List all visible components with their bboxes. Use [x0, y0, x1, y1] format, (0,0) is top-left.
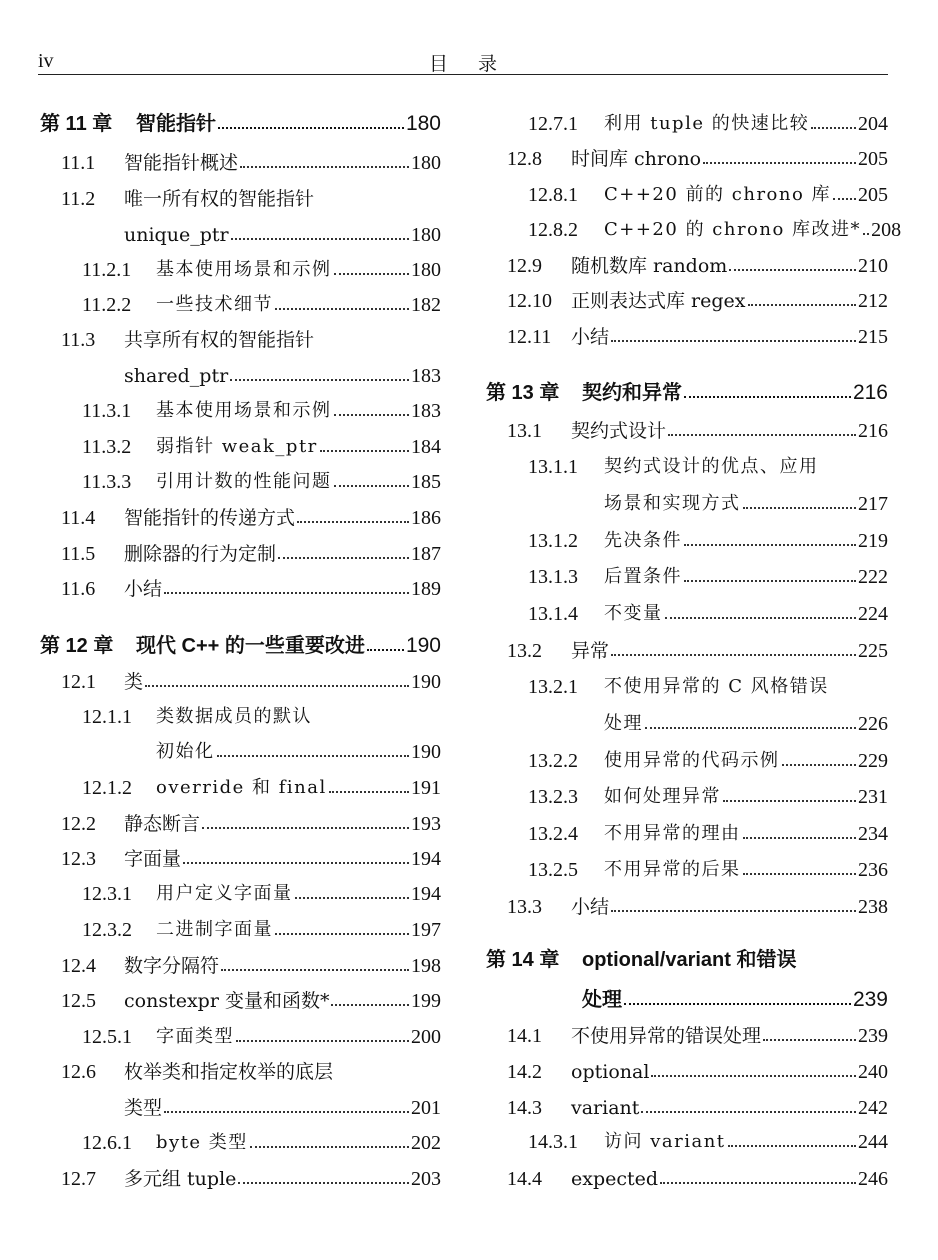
- toc-entry-number: 11.2.2: [82, 294, 132, 316]
- dot-leader: [334, 414, 410, 416]
- toc-entry-number: 13.2.1: [528, 676, 578, 698]
- toc-entry-title: 智能指针概述: [124, 152, 239, 174]
- toc-entry-number: 11.3: [61, 329, 96, 351]
- dot-leader: [334, 485, 410, 487]
- dot-leader: [743, 873, 857, 875]
- toc-entry-number: 13.2.2: [528, 750, 578, 772]
- toc-entry-title: 数字分隔符: [124, 955, 220, 977]
- toc-entry[interactable]: [40, 949, 441, 979]
- dot-leader: [297, 521, 409, 523]
- dot-leader: [763, 1039, 856, 1041]
- dot-leader: [641, 1111, 856, 1113]
- toc-entry[interactable]: [486, 107, 888, 137]
- toc-entry[interactable]: [486, 817, 888, 847]
- toc-entry-page: 198: [411, 955, 441, 977]
- dot-leader: [164, 592, 409, 594]
- dot-leader: [651, 1075, 856, 1077]
- dot-leader: [684, 580, 856, 582]
- dot-leader: [728, 1145, 856, 1147]
- toc-entry-number: 12.11: [507, 326, 552, 348]
- toc-entry[interactable]: [486, 249, 888, 279]
- dot-leader: [660, 1182, 856, 1184]
- toc-entry-number: 12.5: [61, 990, 96, 1012]
- toc-entry-title: 初始化: [156, 741, 215, 762]
- toc-entry-number: 12.1.2: [82, 777, 132, 799]
- toc-entry-page: 205: [858, 148, 888, 170]
- toc-entry-title: 不使用异常的错误处理: [571, 1025, 762, 1047]
- toc-entry-number: 12.1.1: [82, 706, 132, 728]
- toc-entry-title: 契约和异常: [582, 382, 682, 404]
- toc-entry[interactable]: [486, 450, 888, 480]
- toc-entry-number: 11.3.2: [82, 436, 132, 458]
- toc-entry[interactable]: [40, 665, 441, 695]
- toc-entry[interactable]: [40, 842, 441, 872]
- toc-entry[interactable]: [40, 1091, 441, 1121]
- dot-leader: [367, 649, 404, 651]
- toc-entry[interactable]: [486, 142, 888, 172]
- dot-leader: [320, 450, 409, 452]
- toc-entry[interactable]: [40, 572, 441, 602]
- toc-entry-number: 13.2: [507, 640, 542, 662]
- toc-entry[interactable]: [40, 146, 441, 176]
- toc-entry[interactable]: [40, 735, 441, 765]
- toc-entry[interactable]: [486, 983, 888, 1013]
- toc-entry-number: 11.6: [61, 578, 96, 600]
- toc-entry-title: 使用异常的代码示例: [604, 750, 780, 771]
- toc-entry[interactable]: [486, 853, 888, 883]
- toc-entry-title: 类: [124, 671, 144, 693]
- toc-entry-number: 11.2: [61, 188, 96, 210]
- toc-entry-page: 199: [411, 990, 441, 1012]
- toc-entry-title: 基本使用场景和示例: [156, 259, 332, 280]
- toc-entry-page: 184: [411, 436, 441, 458]
- toc-entry-page: 239: [852, 988, 888, 1011]
- toc-entry-page: 225: [858, 640, 888, 662]
- toc-entry-page: 205: [858, 184, 888, 206]
- toc-entry-number: 13.3: [507, 896, 542, 918]
- toc-entry-title: 弱指针 weak_ptr: [156, 436, 318, 457]
- dot-leader: [275, 308, 409, 310]
- toc-entry-page: 239: [858, 1025, 888, 1047]
- toc-entry[interactable]: [40, 1020, 441, 1050]
- toc-entry-page: 190: [411, 671, 441, 693]
- dot-leader: [183, 862, 409, 864]
- toc-entry-page: 180: [411, 224, 441, 246]
- toc-entry-title: unique_ptr: [124, 224, 229, 246]
- dot-leader: [331, 1004, 409, 1006]
- toc-entry-title: optional/variant 和错误: [582, 949, 797, 971]
- toc-entry-title: byte 类型: [156, 1132, 248, 1153]
- page-number: iv: [38, 50, 54, 72]
- toc-entry-page: 183: [411, 365, 441, 387]
- toc-entry-title: C++20 的 chrono 库改进*: [604, 219, 862, 240]
- toc-entry-page: 231: [858, 786, 888, 808]
- dot-leader: [221, 969, 409, 971]
- toc-entry-title: 小结: [571, 896, 610, 918]
- toc-entry[interactable]: [40, 430, 441, 460]
- toc-entry-page: 194: [411, 848, 441, 870]
- dot-leader: [236, 1040, 409, 1042]
- toc-entry-number: 第 12 章: [40, 635, 114, 657]
- toc-entry[interactable]: [40, 700, 441, 730]
- toc-entry-number: 第 13 章: [486, 382, 560, 404]
- toc-entry-title: 小结: [124, 578, 163, 600]
- toc-entry-page: 180: [411, 259, 441, 281]
- toc-entry[interactable]: [486, 890, 888, 920]
- toc-entry-title: 字面量: [124, 848, 182, 870]
- toc-entry-number: 12.8.2: [528, 219, 578, 241]
- toc-entry-page: 183: [411, 400, 441, 422]
- toc-entry[interactable]: [40, 1126, 441, 1156]
- toc-entry-number: 第 14 章: [486, 949, 560, 971]
- toc-entry-page: 215: [858, 326, 888, 348]
- dot-leader: [250, 1146, 409, 1148]
- dot-leader: [240, 166, 409, 168]
- toc-entry-title: 引用计数的性能问题: [156, 471, 332, 492]
- toc-entry[interactable]: [40, 288, 441, 318]
- toc-entry-title: 现代 C++ 的一些重要改进: [136, 635, 365, 657]
- toc-entry-page: 210: [858, 255, 888, 277]
- toc-chapter-entry[interactable]: [486, 943, 888, 973]
- toc-entry-page: 185: [411, 471, 441, 493]
- toc-entry-page: 216: [852, 381, 888, 404]
- toc-entry-number: 12.3.1: [82, 883, 132, 905]
- toc-entry-page: 200: [411, 1026, 441, 1048]
- dot-leader: [811, 127, 856, 129]
- toc-entry-number: 11.4: [61, 507, 96, 529]
- toc-entry[interactable]: [40, 253, 441, 283]
- toc-entry-page: 182: [411, 294, 441, 316]
- toc-entry[interactable]: [40, 465, 441, 495]
- toc-entry-number: 12.4: [61, 955, 96, 977]
- toc-entry-number: 12.5.1: [82, 1026, 132, 1048]
- toc-entry[interactable]: [40, 359, 441, 389]
- toc-entry-page: 234: [858, 823, 888, 845]
- toc-entry-number: 13.1.1: [528, 456, 578, 478]
- toc-entry[interactable]: [486, 744, 888, 774]
- toc-entry-page: 187: [411, 543, 441, 565]
- toc-entry-title: 不用异常的理由: [604, 823, 741, 844]
- toc-entry[interactable]: [40, 218, 441, 248]
- toc-entry-number: 13.1.4: [528, 603, 578, 625]
- toc-entry-page: 226: [858, 713, 888, 735]
- toc-entry-title: override 和 final: [156, 777, 327, 798]
- toc-entry-number: 13.1: [507, 420, 542, 442]
- toc-entry-page: 240: [858, 1061, 888, 1083]
- toc-entry-title: expected: [571, 1168, 659, 1190]
- toc-entry-number: 11.3.1: [82, 400, 132, 422]
- dot-leader: [238, 1182, 409, 1184]
- toc-entry-number: 12.7: [61, 1168, 96, 1190]
- toc-entry-number: 13.2.4: [528, 823, 578, 845]
- toc-entry-title: 如何处理异常: [604, 786, 721, 807]
- toc-entry-title: 基本使用场景和示例: [156, 400, 332, 421]
- toc-entry-number: 14.2: [507, 1061, 542, 1083]
- toc-entry-title: 处理: [582, 989, 622, 1011]
- toc-entry-title: 先决条件: [604, 530, 682, 551]
- toc-entry-title: 异常: [571, 640, 610, 662]
- dot-leader: [231, 238, 409, 240]
- dot-leader: [230, 379, 409, 381]
- toc-entry-page: 201: [411, 1097, 441, 1119]
- dot-leader: [833, 198, 856, 200]
- toc-entry-title: 不变量: [604, 603, 663, 624]
- toc-entry-title: 智能指针的传递方式: [124, 507, 296, 529]
- toc-chapter-entry[interactable]: [40, 107, 441, 137]
- dot-leader: [665, 617, 857, 619]
- toc-entry-page: 193: [411, 813, 441, 835]
- toc-entry-title: 类型: [124, 1097, 163, 1119]
- toc-entry-page: 236: [858, 859, 888, 881]
- toc-entry[interactable]: [40, 984, 441, 1014]
- toc-entry-title: 共享所有权的智能指针: [124, 329, 315, 351]
- toc-chapter-entry[interactable]: [40, 629, 441, 659]
- dot-leader: [863, 233, 869, 235]
- toc-entry-title: 智能指针: [136, 113, 216, 135]
- toc-entry-page: 180: [405, 112, 441, 135]
- dot-leader: [684, 396, 851, 398]
- toc-entry[interactable]: [486, 213, 902, 243]
- toc-entry[interactable]: [486, 178, 888, 208]
- toc-entry-number: 12.3.2: [82, 919, 132, 941]
- toc-entry-title: 随机数库 random: [571, 255, 728, 277]
- toc-entry-number: 14.1: [507, 1025, 542, 1047]
- toc-entry[interactable]: [486, 487, 888, 517]
- toc-entry-title: 契约式设计: [571, 420, 667, 442]
- toc-entry-number: 12.7.1: [528, 113, 578, 135]
- toc-entry-number: 13.2.3: [528, 786, 578, 808]
- toc-entry-page: 217: [858, 493, 888, 515]
- toc-entry-page: 222: [858, 566, 888, 588]
- dot-leader: [668, 434, 856, 436]
- toc-entry-title: 正则表达式库 regex: [571, 290, 746, 312]
- dot-leader: [164, 1111, 409, 1113]
- toc-entry-title: 不用异常的后果: [604, 859, 741, 880]
- toc-chapter-entry[interactable]: [486, 376, 888, 406]
- dot-leader: [295, 897, 410, 899]
- page-title: 目录: [428, 53, 527, 75]
- dot-leader: [217, 755, 410, 757]
- toc-entry[interactable]: [486, 670, 888, 700]
- toc-entry-page: 189: [411, 578, 441, 600]
- toc-entry[interactable]: [40, 1055, 441, 1085]
- dot-leader: [278, 557, 409, 559]
- dot-leader: [624, 1003, 851, 1005]
- toc-entry-number: 11.2.1: [82, 259, 132, 281]
- toc-entry[interactable]: [486, 560, 888, 590]
- toc-entry[interactable]: [486, 284, 888, 314]
- toc-entry[interactable]: [40, 323, 441, 353]
- toc-entry-title: 字面类型: [156, 1026, 234, 1047]
- dot-leader: [782, 764, 857, 766]
- dot-leader: [611, 340, 856, 342]
- dot-leader: [723, 800, 856, 802]
- dot-leader: [729, 269, 856, 271]
- toc-entry[interactable]: [486, 780, 888, 810]
- toc-entry-title: 场景和实现方式: [604, 493, 741, 514]
- toc-entry-title: variant: [571, 1097, 640, 1119]
- toc-entry-page: 203: [411, 1168, 441, 1190]
- toc-entry-title: 删除器的行为定制: [124, 543, 277, 565]
- toc-entry-title: 小结: [571, 326, 610, 348]
- toc-entry[interactable]: [486, 1125, 888, 1155]
- toc-entry[interactable]: [40, 537, 441, 567]
- toc-entry-page: 219: [858, 530, 888, 552]
- toc-entry-number: 12.6: [61, 1061, 96, 1083]
- dot-leader: [202, 827, 409, 829]
- toc-entry[interactable]: [486, 1055, 888, 1085]
- toc-entry-number: 12.2: [61, 813, 96, 835]
- toc-entry-title: 多元组 tuple: [124, 1168, 237, 1190]
- toc-entry-page: 190: [405, 634, 441, 657]
- toc-entry-page: 191: [411, 777, 441, 799]
- toc-entry-number: 11.1: [61, 152, 96, 174]
- toc-entry-page: 208: [871, 219, 902, 241]
- toc-entry[interactable]: [486, 1162, 888, 1192]
- toc-entry-title: 静态断言: [124, 813, 201, 835]
- toc-entry-number: 14.3: [507, 1097, 542, 1119]
- toc-entry-title: 后置条件: [604, 566, 682, 587]
- toc-entry-number: 第 11 章: [40, 113, 113, 135]
- toc-entry-page: 224: [858, 603, 888, 625]
- toc-entry-title: 利用 tuple 的快速比较: [604, 113, 810, 134]
- toc-entry-title: 访问 variant: [604, 1131, 726, 1152]
- toc-entry-page: 212: [858, 290, 888, 312]
- toc-entry-page: 204: [858, 113, 888, 135]
- toc-entry[interactable]: [40, 1162, 441, 1192]
- toc-entry[interactable]: [486, 634, 888, 664]
- toc-entry-page: 197: [411, 919, 441, 941]
- toc-entry-number: 12.6.1: [82, 1132, 132, 1154]
- toc-entry-page: 238: [858, 896, 888, 918]
- dot-leader: [218, 127, 404, 129]
- toc-entry-number: 12.3: [61, 848, 96, 870]
- dot-leader: [748, 304, 857, 306]
- toc-entry-title: optional: [571, 1061, 650, 1083]
- toc-entry-title: 类数据成员的默认: [156, 706, 312, 727]
- toc-entry-page: 229: [858, 750, 888, 772]
- toc-entry-title: 用户定义字面量: [156, 883, 293, 904]
- toc-entry[interactable]: [40, 877, 441, 907]
- toc-entry-number: 12.10: [507, 290, 552, 312]
- dot-leader: [684, 544, 856, 546]
- dot-leader: [743, 837, 857, 839]
- toc-entry[interactable]: [486, 597, 888, 627]
- toc-entry-title: 一些技术细节: [156, 294, 273, 315]
- dot-leader: [329, 791, 409, 793]
- toc-entry-page: 242: [858, 1097, 888, 1119]
- dot-leader: [275, 933, 409, 935]
- dot-leader: [611, 910, 856, 912]
- toc-entry[interactable]: [486, 707, 888, 737]
- toc-entry-title: 唯一所有权的智能指针: [124, 188, 315, 210]
- toc-entry-number: 11.5: [61, 543, 96, 565]
- toc-entry-number: 13.1.3: [528, 566, 578, 588]
- toc-entry-title: 不使用异常的 C 风格错误: [604, 676, 829, 697]
- toc-entry-page: 180: [411, 152, 441, 174]
- toc-entry-number: 13.2.5: [528, 859, 578, 881]
- toc-entry-page: 246: [858, 1168, 888, 1190]
- toc-entry-number: 11.3.3: [82, 471, 132, 493]
- toc-entry-page: 190: [411, 741, 441, 763]
- toc-entry[interactable]: [40, 771, 441, 801]
- toc-entry-title: 时间库 chrono: [571, 148, 702, 170]
- toc-entry-page: 202: [411, 1132, 441, 1154]
- toc-entry-page: 244: [858, 1131, 888, 1153]
- dot-leader: [145, 685, 409, 687]
- toc-entry-number: 12.8: [507, 148, 542, 170]
- toc-entry-number: 12.8.1: [528, 184, 578, 206]
- toc-entry[interactable]: [486, 1091, 888, 1121]
- toc-entry-title: C++20 前的 chrono 库: [604, 184, 832, 205]
- toc-entry-title: constexpr 变量和函数*: [124, 990, 330, 1012]
- toc-entry-number: 14.3.1: [528, 1131, 578, 1153]
- toc-entry[interactable]: [40, 394, 441, 424]
- dot-leader: [334, 273, 410, 275]
- toc-entry[interactable]: [40, 913, 441, 943]
- toc-entry-title: 契约式设计的优点、应用: [604, 456, 819, 477]
- dot-leader: [743, 507, 857, 509]
- toc-entry[interactable]: [486, 320, 888, 350]
- toc-entry-title: 处理: [604, 713, 643, 734]
- toc-entry[interactable]: [40, 182, 441, 212]
- toc-entry-number: 12.1: [61, 671, 96, 693]
- dot-leader: [703, 162, 856, 164]
- toc-entry-number: 14.4: [507, 1168, 542, 1190]
- toc-entry-number: 12.9: [507, 255, 542, 277]
- toc-entry-page: 194: [411, 883, 441, 905]
- toc-entry[interactable]: [40, 807, 441, 837]
- toc-entry-title: 二进制字面量: [156, 919, 273, 940]
- toc-entry[interactable]: [486, 414, 888, 444]
- toc-entry-page: 216: [858, 420, 888, 442]
- toc-entry[interactable]: [40, 501, 441, 531]
- toc-entry-title: shared_ptr: [124, 365, 229, 387]
- toc-entry[interactable]: [486, 1019, 888, 1049]
- toc-entry-page: 186: [411, 507, 441, 529]
- toc-entry[interactable]: [486, 524, 888, 554]
- toc-entry-title: 枚举类和指定枚举的底层: [124, 1061, 334, 1083]
- dot-leader: [645, 727, 856, 729]
- dot-leader: [611, 654, 856, 656]
- toc-entry-number: 13.1.2: [528, 530, 578, 552]
- page-header: [38, 48, 888, 75]
